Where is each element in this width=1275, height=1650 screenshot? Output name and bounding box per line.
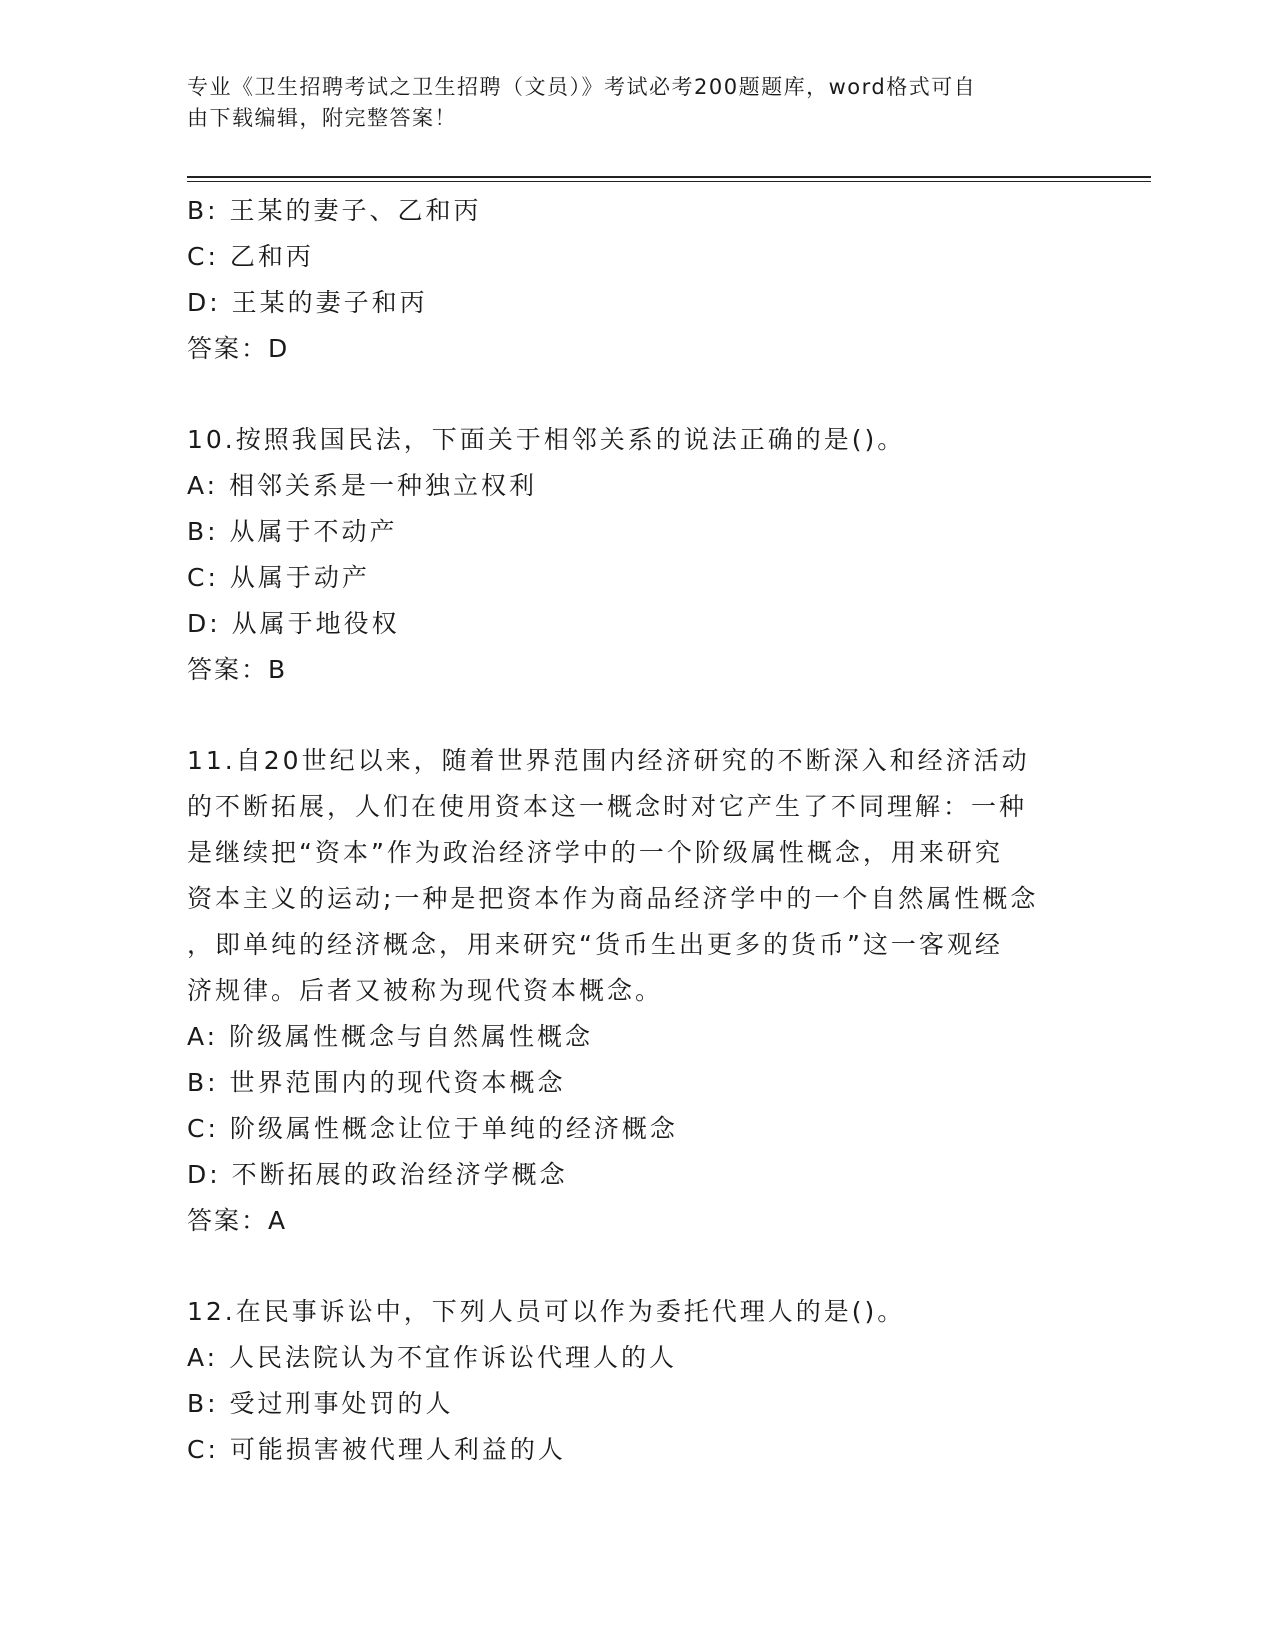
- q11-stem-line: ，即单纯的经济概念，用来研究“货币生出更多的货币”这一客观经: [187, 930, 1003, 959]
- q9-option-b: B: 王某的妻子、乙和丙: [187, 196, 482, 225]
- page-header: [187, 72, 1087, 134]
- q9-answer: 答案：D: [187, 334, 290, 363]
- q10-option-c: C: 从属于动产: [187, 563, 370, 592]
- header-divider: [187, 176, 1151, 182]
- q11-answer: 答案：A: [187, 1206, 288, 1235]
- question-9-tail: [187, 188, 1087, 372]
- q12-option-b: B: 受过刑事处罚的人: [187, 1389, 454, 1418]
- question-12: [187, 1289, 1087, 1473]
- q11-stem-line: 的不断拓展，人们在使用资本这一概念时对它产生了不同理解：一种: [187, 792, 1028, 821]
- question-10: [187, 417, 1087, 693]
- q10-stem: 10.按照我国民法，下面关于相邻关系的说法正确的是()。: [187, 425, 906, 454]
- question-11: [187, 738, 1087, 1244]
- q11-option-c: C: 阶级属性概念让位于单纯的经济概念: [187, 1114, 678, 1143]
- q11-option-b: B: 世界范围内的现代资本概念: [187, 1068, 566, 1097]
- q12-stem: 12.在民事诉讼中，下列人员可以作为委托代理人的是()。: [187, 1297, 906, 1326]
- q10-option-d: D: 从属于地役权: [187, 609, 400, 638]
- header-line-1: 专业《卫生招聘考试之卫生招聘（文员）》考试必考200题题库，word格式可自: [187, 75, 977, 99]
- q9-option-d: D: 王某的妻子和丙: [187, 288, 428, 317]
- q12-option-c: C: 可能损害被代理人利益的人: [187, 1435, 566, 1464]
- q11-stem-line: 是继续把“资本”作为政治经济学中的一个阶级属性概念，用来研究: [187, 838, 1003, 867]
- q11-stem-line: 资本主义的运动;一种是把资本作为商品经济学中的一个自然属性概念: [187, 884, 1039, 913]
- q10-answer: 答案：B: [187, 655, 288, 684]
- q12-option-a: A: 人民法院认为不宜作诉讼代理人的人: [187, 1343, 678, 1372]
- q11-stem-line: 济规律。后者又被称为现代资本概念。: [187, 976, 664, 1005]
- q9-option-c: C: 乙和丙: [187, 242, 314, 271]
- q11-option-d: D: 不断拓展的政治经济学概念: [187, 1160, 568, 1189]
- document-body: [187, 188, 1087, 1473]
- q10-option-a: A: 相邻关系是一种独立权利: [187, 471, 538, 500]
- q11-stem-line: 11.自20世纪以来，随着世界范围内经济研究的不断深入和经济活动: [187, 746, 1030, 775]
- q10-option-b: B: 从属于不动产: [187, 517, 398, 546]
- q11-option-a: A: 阶级属性概念与自然属性概念: [187, 1022, 594, 1051]
- header-line-2: 由下载编辑，附完整答案！: [187, 106, 457, 130]
